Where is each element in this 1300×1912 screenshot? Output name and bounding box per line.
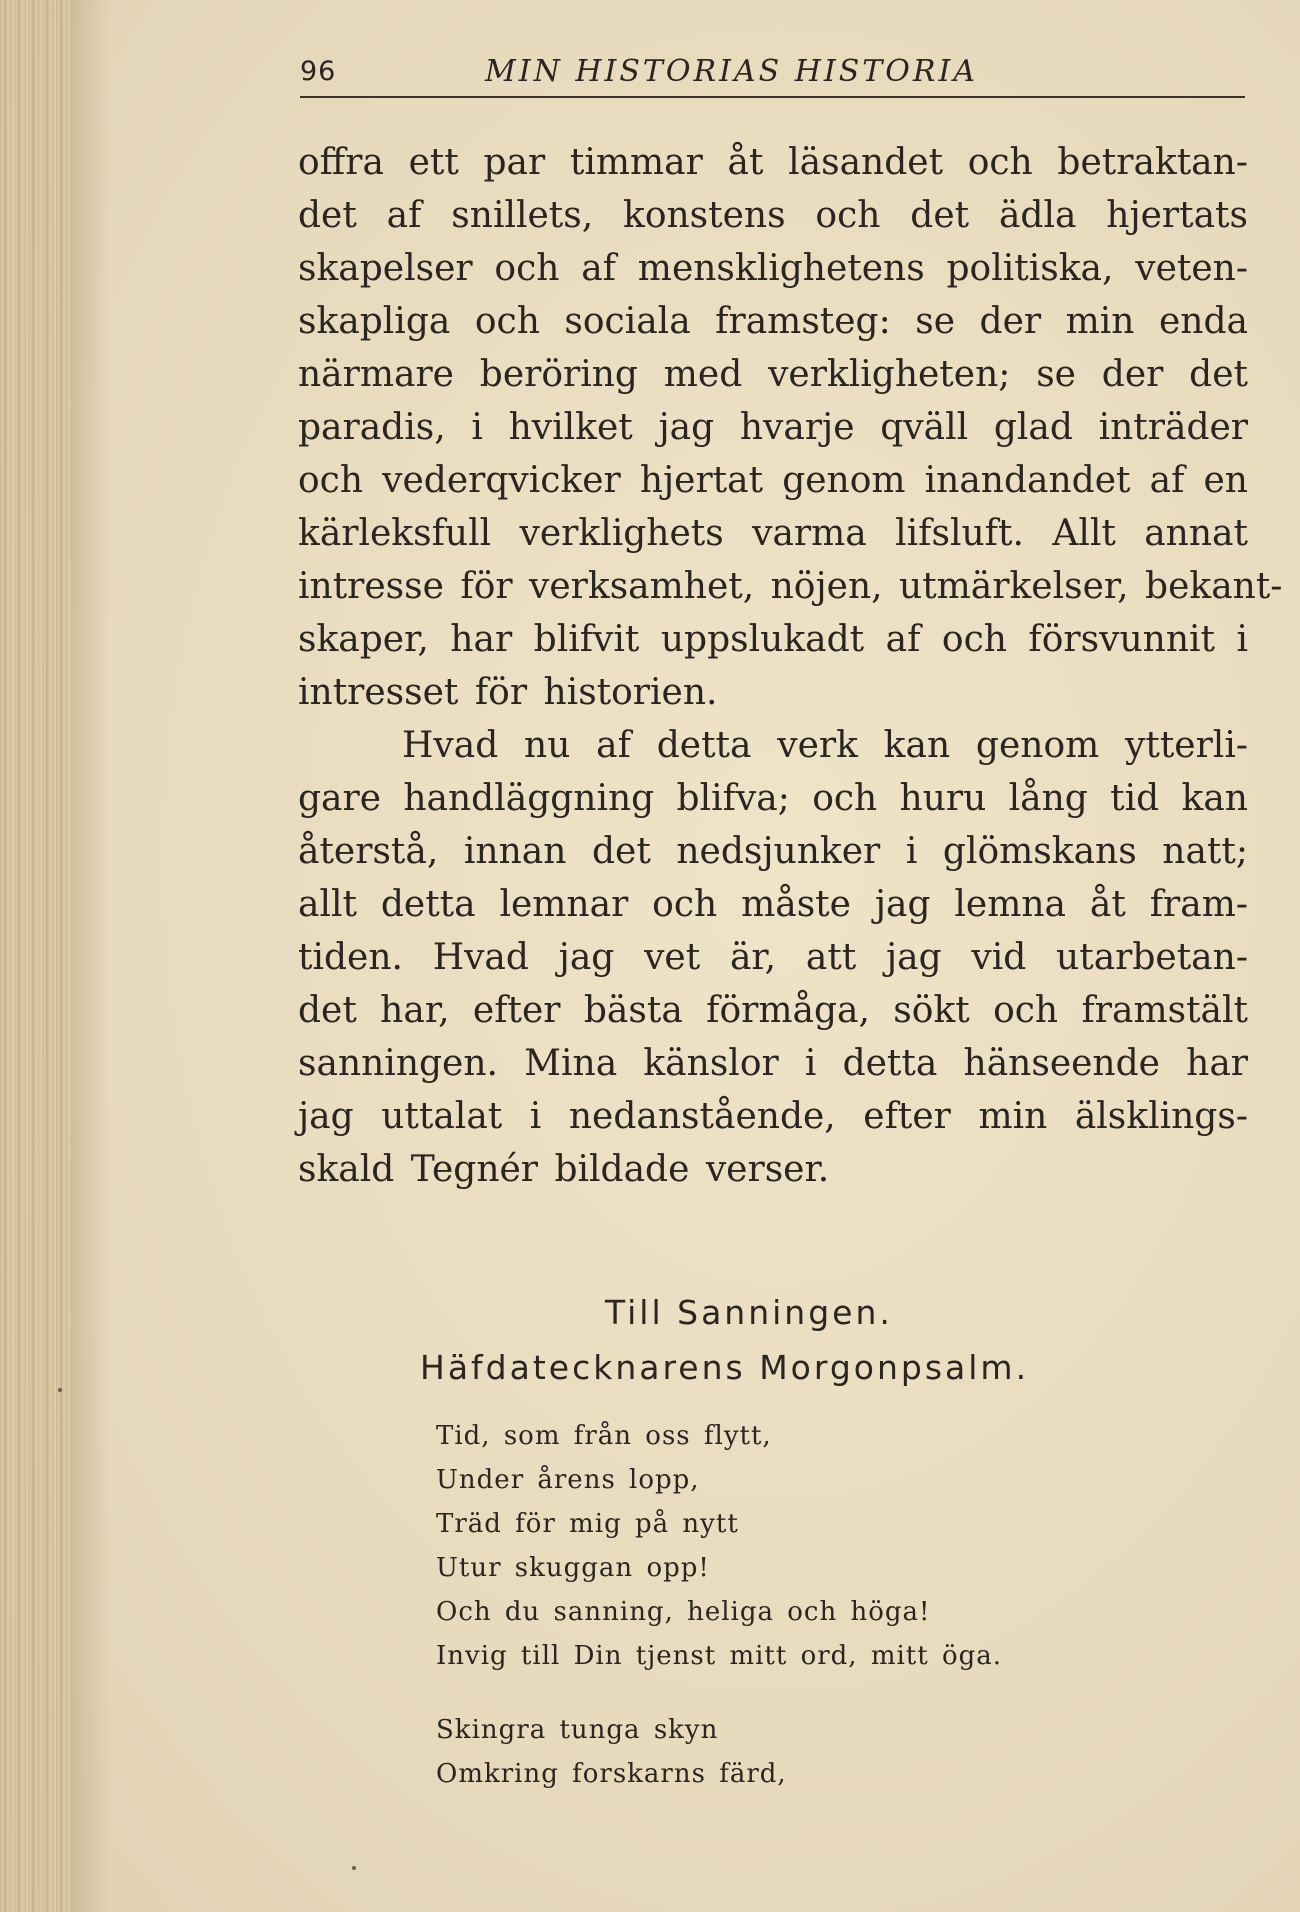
text-line: allt detta lemnar och måste jag lemna åt fram- bbox=[298, 884, 1248, 925]
text-line: intresset för historien. bbox=[298, 672, 718, 713]
verse-line: Under årens lopp, bbox=[436, 1465, 700, 1495]
header-rule bbox=[300, 96, 1245, 98]
text-line: skaper, har blifvit uppslukadt af och försvunnit i bbox=[298, 619, 1248, 660]
gutter-shadow bbox=[70, 0, 110, 1912]
text-line: jag uttalat i nedanstående, efter min älsklings- bbox=[298, 1096, 1248, 1137]
verse-line: Skingra tunga skyn bbox=[436, 1715, 719, 1745]
text-line: kärleksfull verklighets varma lifsluft. Allt annat bbox=[298, 513, 1248, 554]
running-head: MIN HISTORIAS HISTORIA bbox=[485, 54, 978, 89]
text-line: och vederqvicker hjertat genom inandandet af en bbox=[298, 460, 1248, 501]
poem-stanza-1 bbox=[436, 1414, 1002, 1678]
text-line: skapelser och af mensklighetens politiska, veten- bbox=[298, 248, 1248, 289]
text-line: paradis, i hvilket jag hvarje qväll glad inträder bbox=[298, 407, 1248, 448]
text-line: det har, efter bästa förmåga, sökt och framstält bbox=[298, 990, 1248, 1031]
verse-line: Och du sanning, heliga och höga! bbox=[436, 1597, 931, 1627]
text-line: tiden. Hvad jag vet är, att jag vid utarbetan- bbox=[298, 937, 1248, 978]
paper-speck bbox=[58, 1388, 62, 1392]
verse-line: Utur skuggan opp! bbox=[436, 1553, 710, 1583]
poem-subtitle: Häfdatecknarens Morgonpsalm. bbox=[420, 1348, 1030, 1387]
text-line: närmare beröring med verkligheten; se der det bbox=[298, 354, 1248, 395]
text-line: återstå, innan det nedsjunker i glömskans natt; bbox=[298, 831, 1248, 872]
verse-line: Tid, som från oss flytt, bbox=[436, 1421, 772, 1451]
text-line: skald Tegnér bildade verser. bbox=[298, 1149, 830, 1190]
text-line: skapliga och sociala framsteg: se der min enda bbox=[298, 301, 1248, 342]
text-line: sanningen. Mina känslor i detta hänseende har bbox=[298, 1043, 1248, 1084]
verse-line: Träd för mig på nytt bbox=[436, 1509, 739, 1539]
verse-line: Omkring forskarns färd, bbox=[436, 1759, 787, 1789]
poem-stanza-2 bbox=[436, 1708, 787, 1796]
text-line: offra ett par timmar åt läsandet och betraktan- bbox=[298, 142, 1248, 183]
text-line: Hvad nu af detta verk kan genom ytterli- bbox=[402, 725, 1248, 766]
page-number: 96 bbox=[300, 56, 337, 87]
book-gutter bbox=[0, 0, 70, 1912]
text-line: det af snillets, konstens och det ädla hjertats bbox=[298, 195, 1248, 236]
verse-line: Invig till Din tjenst mitt ord, mitt öga. bbox=[436, 1641, 1003, 1671]
text-line: intresse för verksamhet, nöjen, utmärkelser, bekant- bbox=[298, 566, 1283, 607]
paper-speck bbox=[352, 1866, 356, 1870]
text-line: gare handläggning blifva; och huru lång tid kan bbox=[298, 778, 1248, 819]
page-header bbox=[300, 52, 1250, 102]
poem-title: Till Sanningen. bbox=[605, 1293, 893, 1332]
body-text bbox=[298, 136, 1283, 1196]
